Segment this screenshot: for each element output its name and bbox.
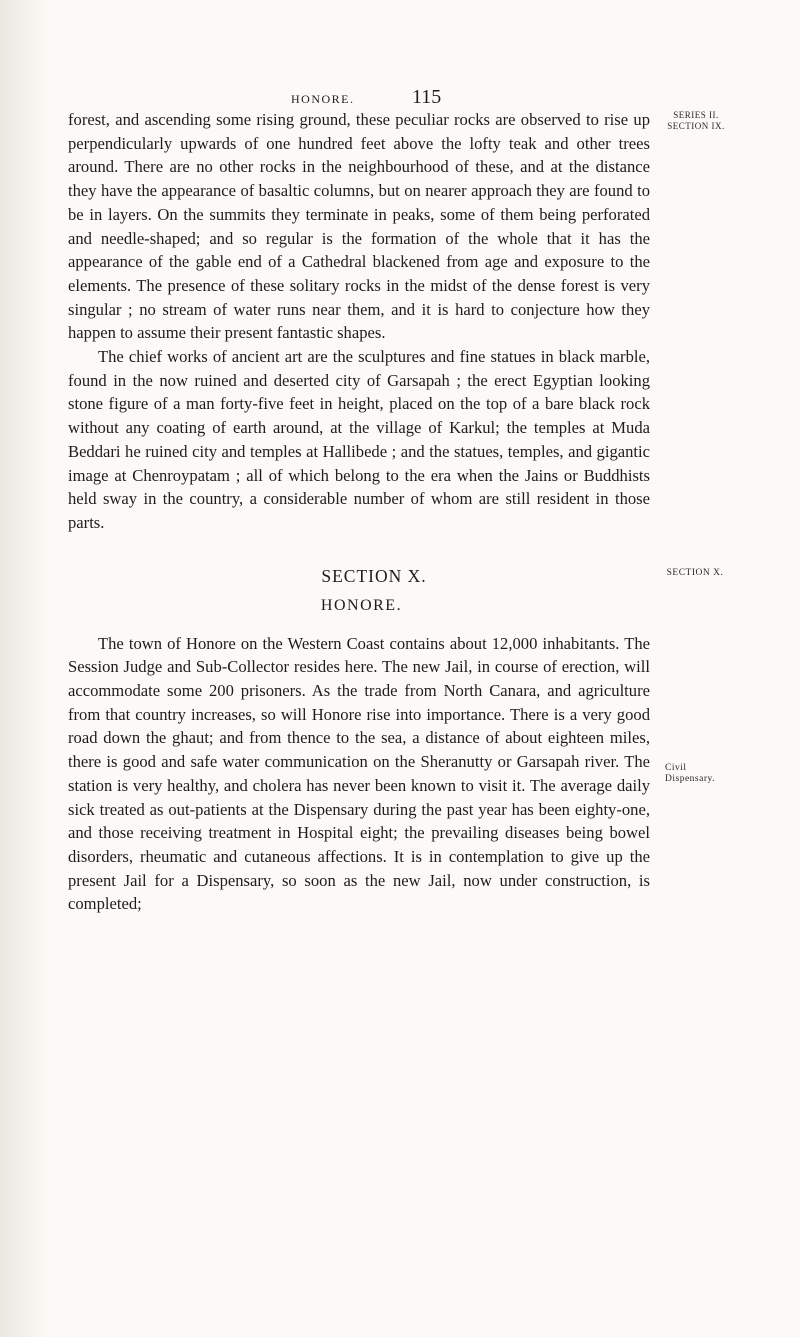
page-number: 115	[412, 86, 442, 108]
section-heading: SECTION X.	[321, 565, 427, 586]
section-subtitle: HONORE.	[320, 596, 403, 614]
margin-note-section-line: SECTION IX.	[667, 121, 725, 131]
paragraph-honore-town: The town of Honore on the Western Coast contains about 12,000 inhabitants. The Session Judge and Sub-Collector resides here. The new Jail, in course of erection, will accommodate some 200 prisoners. As the trade from North Canara, and agriculture from that country increases, so will Honore rise into importance. There is a very good road down the ghaut; and from thence to the sea, a distance of about eighteen miles, there is good and safe water communication on the Sheranutty or Garsapah river. The station is very healthy, and cholera has never been known to visit it. The average daily sick treated as out-patients at the Dispensary during the past year has been eighty-one, and those receiving treatment in Hospital eight; the prevailing diseases being bowel disorders, rheumatic and cutaneous affections. It is in contemplation to give up the present Jail for a Dispensary, so soon as the new Jail, now under construction, is completed;	[68, 633, 650, 914]
page-edge-shadow	[0, 0, 50, 1337]
margin-note-series-line: SERIES II.	[673, 110, 719, 120]
margin-note-section-x: SECTION X.	[666, 568, 724, 578]
paragraph-ancient-art: The chief works of ancient art are the sculptures and fine statues in black marble, found in the now ruined and deserted city of Garsapah ; the erect Egyptian looking stone figure of a man forty-five feet in height, placed on the top of a bare black rock without any coating of earth around, at the village of Karkul; the temples at Muda Beddari he ruined city and temples at Hallibede ; and the statues, temples, and gigantic image at Chenroypatam ; all of which belong to the era when the Jains or Buddhists held sway in the country, a considerable number of whom are still resident in those parts.	[68, 347, 650, 532]
margin-note-series	[666, 110, 726, 132]
body-text	[68, 108, 650, 916]
margin-note-civil-dispensary: Civil Dispensary.	[665, 763, 715, 784]
paragraph-rocks: forest, and ascending some rising ground, these peculiar rocks are observed to rise up perpendicularly upwards of one hundred feet above the lofty teak and other trees around. There are no other rocks in the neighbourhood of these, and at the distance they have the appearance of basaltic columns, but on nearer approach they are found to be in layers. On the summits they terminate in peaks, some of them being perforated and needle-shaped; and so regular is the formation of the whole that it has the appearance of the gable end of a Cathedral blackened from age and exposure to the elements. The presence of these solitary rocks in the midst of the dense forest is very singular ; no stream of water runs near them, and it is hard to conjecture how they happen to assume their present fantastic shapes.	[68, 110, 650, 343]
running-title: HONORE.	[291, 92, 355, 106]
